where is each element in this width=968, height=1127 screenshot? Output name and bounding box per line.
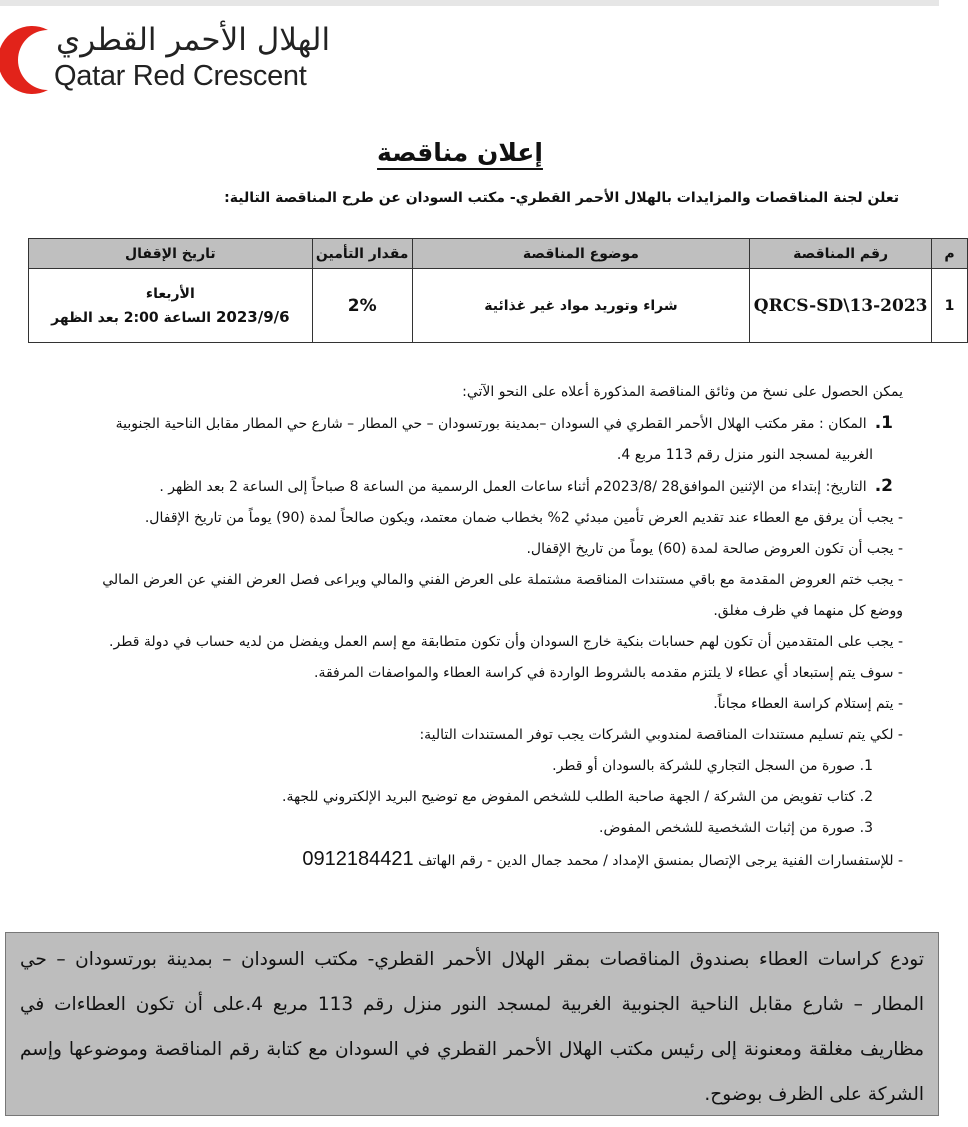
- contact-phone: 0912184421: [302, 848, 414, 870]
- header-deposit: مقدار التأمين: [312, 239, 412, 269]
- rule-sealing-line-2: ووضع كل منهما في ظرف مغلق.: [713, 603, 903, 619]
- qrcs-logo: [0, 20, 331, 100]
- cell-tender-code: QRCS-SD\13-2023: [750, 269, 932, 343]
- cell-closing-date: [29, 269, 313, 343]
- header-number: م: [932, 239, 968, 269]
- table-row: [29, 269, 968, 343]
- red-crescent-icon: [0, 22, 52, 98]
- header-closing-date: تاريخ الإقفال: [29, 239, 313, 269]
- logo-english-name: Qatar Red Crescent: [54, 60, 307, 92]
- date-item: [30, 471, 903, 503]
- closing-date: 2023/9/6: [215, 307, 290, 326]
- contact-line: [30, 844, 903, 877]
- intro-text: تعلن لجنة المناقصات والمزايدات بالهلال الأحمر القطري- مكتب السودان عن طرح المناقصة التالية:: [224, 190, 899, 206]
- rule-free-booklet: - يتم إستلام كراسة العطاء مجاناً.: [713, 696, 903, 712]
- date-number: 2.: [874, 476, 893, 496]
- rule-documents: - لكي يتم تسليم مستندات المناقصة لمندوبي الشركات يجب توفر المستندات التالية:: [419, 727, 903, 743]
- doc-commercial-register: 1. صورة من السجل التجاري للشركة بالسودان أو قطر.: [552, 758, 873, 774]
- body-lead: يمكن الحصول على نسخ من وثائق المناقصة المذكورة أعلاه على النحو الآتي:: [462, 384, 903, 400]
- tender-table: [28, 238, 968, 343]
- announcement-title: إعلان مناقصة: [377, 138, 543, 167]
- logo-arabic-name: الهلال الأحمر القطري: [56, 22, 331, 58]
- place-line-1: المكان : مقر مكتب الهلال الأحمر القطري في السودان –بمدينة بورتسودان – حي المطار – شارع حي المطار مقابل الناحية الجنوبية: [115, 416, 867, 432]
- doc-authorization-letter: 2. كتاب تفويض من الشركة / الجهة صاحبة الطلب للشخص المفوض مع توضيح البريد الإلكتروني للجهة.: [282, 789, 873, 805]
- cell-subject: شراء وتوريد مواد غير غذائية: [412, 269, 750, 343]
- place-item: [30, 408, 903, 440]
- submission-notice: تودع كراسات العطاء بصندوق المناقصات بمقر الهلال الأحمر القطري- مكتب السودان – بمدينة بورتسودان – حي المطار – شارع مقابل الناحية الجنوبية الغربية لمسجد النور منزل رقم 113 مربع 4.على أن تكون العطاءات في مظاريف مغلقة ومعنونة إلى رئيس مكتب الهلال الأحمر القطري في السودان مع كتابة رقم المناقصة وموضوعها وإسم الشركة على الظرف بوضوح.: [5, 932, 939, 1116]
- rule-deposit: - يجب أن يرفق مع العطاء عند تقديم العرض تأمين مبدئي 2% بخطاب ضمان معتمد، ويكون صالحاً لمدة (90) يوماً من تاريخ الإقفال.: [144, 510, 903, 526]
- rule-sealing-line-1: - يجب ختم العروض المقدمة مع باقي مستندات المناقصة مشتملة على العرض الفني والمالي ويراعى فصل العرض الفني عن العرض المالي: [102, 572, 903, 588]
- cell-deposit: 2%: [312, 269, 412, 343]
- table-header-row: [29, 239, 968, 269]
- place-line-2: الغربية لمسجد النور منزل رقم 113 مربع 4.: [616, 447, 873, 463]
- rule-validity: - يجب أن تكون العروض صالحة لمدة (60) يوماً من تاريخ الإقفال.: [526, 541, 903, 557]
- header-subject: موضوع المناقصة: [412, 239, 750, 269]
- announcement-body: [30, 377, 903, 877]
- rule-bank-accounts: - يجب على المتقدمين أن تكون لهم حسابات بنكية خارج السودان وأن تكون متطابقة مع إسم العمل ويفضل من لديه حساب في دولة قطر.: [109, 634, 903, 650]
- cell-number: 1: [932, 269, 968, 343]
- closing-time: الساعة 2:00 بعد الظهر: [51, 309, 212, 326]
- closing-day: الأربعاء: [145, 285, 195, 302]
- contact-text: - للإستفسارات الفنية يرجى الإتصال بمنسق الإمداد / محمد جمال الدين - رقم الهاتف: [418, 853, 903, 869]
- top-edge-strip: [0, 0, 939, 6]
- place-number: 1.: [874, 413, 893, 433]
- date-line: التاريخ: إبتداء من الإثنين الموافق28 /2023/8م أثناء ساعات العمل الرسمية من الساعة 8 صباحاً إلى الساعة 2 بعد الظهر .: [159, 479, 867, 495]
- rule-exclusion: - سوف يتم إستبعاد أي عطاء لا يلتزم مقدمه بالشروط الواردة في كراسة العطاء والمواصفات المرفقة.: [314, 665, 903, 681]
- doc-identity-proof: 3. صورة من إثبات الشخصية للشخص المفوض.: [599, 820, 873, 836]
- header-tender-code: رقم المناقصة: [750, 239, 932, 269]
